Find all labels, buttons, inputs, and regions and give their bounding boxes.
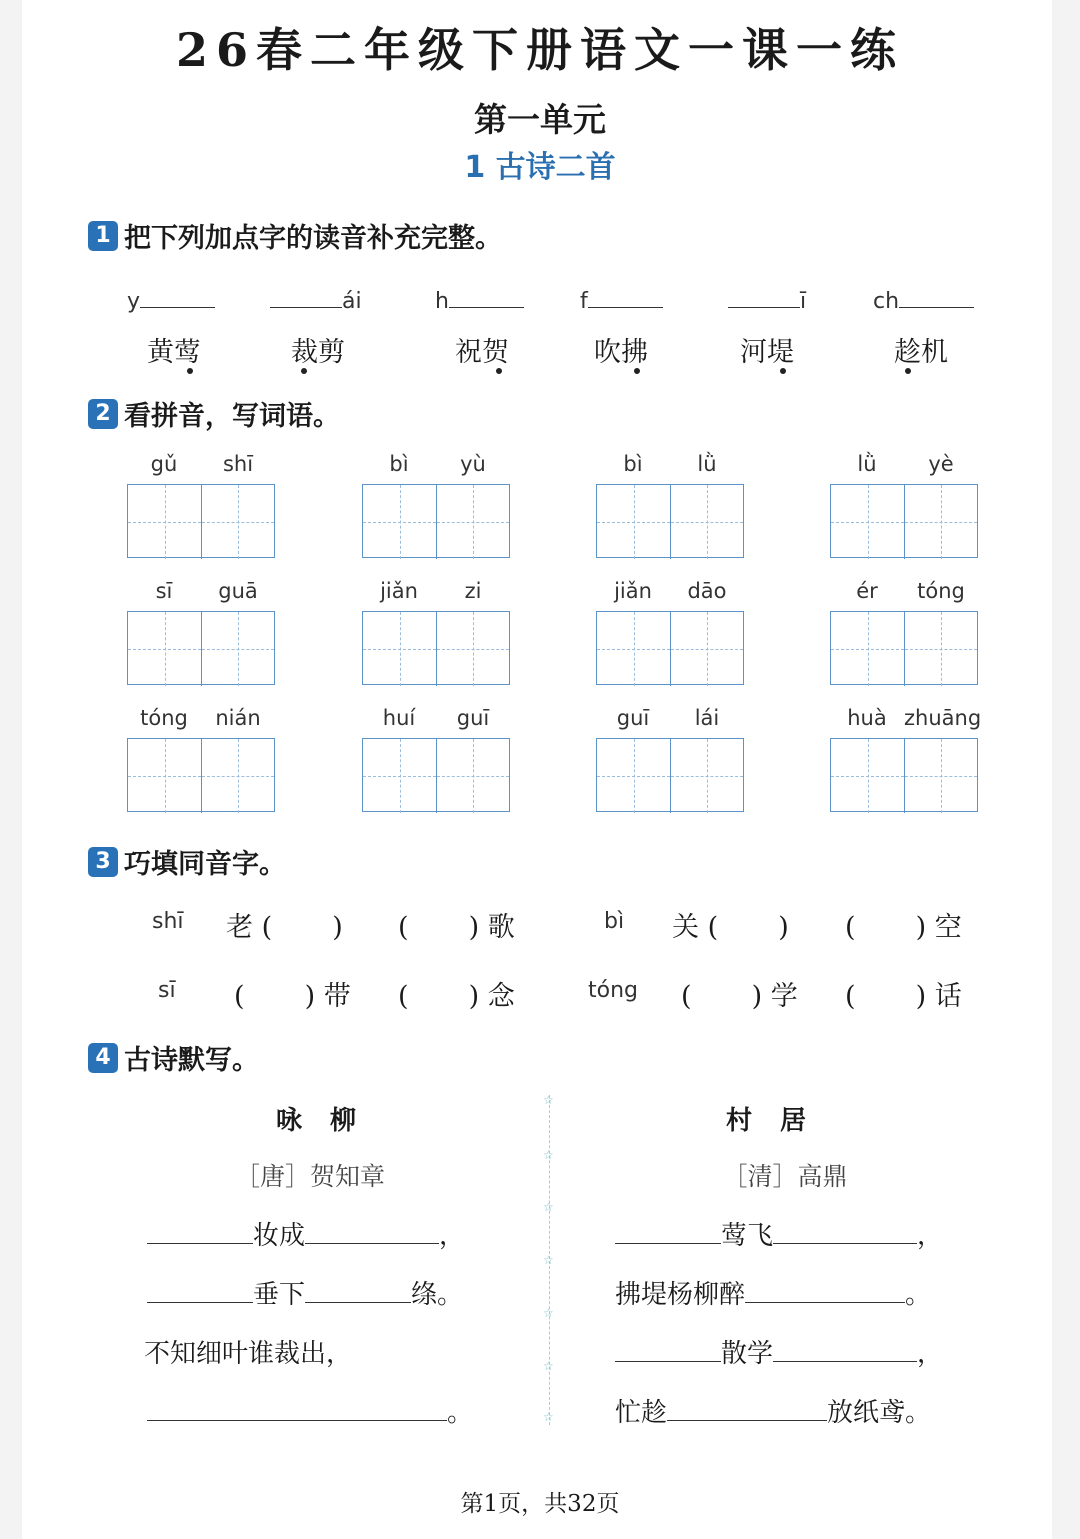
grid-cell[interactable] — [436, 739, 509, 813]
question-4-number: 4 — [88, 1043, 118, 1073]
q1-word-5: 河堤 — [740, 337, 794, 368]
q2-pinyin: shī — [222, 452, 254, 476]
poem-2-line-1[interactable]: 莺飞 ， — [615, 1215, 943, 1252]
q2-pinyin: zi — [464, 579, 482, 603]
q3-blank-8[interactable]: ( ) 话 — [845, 981, 962, 1012]
grid-cell[interactable] — [831, 612, 904, 686]
grid-cell[interactable] — [831, 485, 904, 559]
tianzige-writing-grid[interactable] — [127, 611, 275, 685]
q3-pinyin: sī — [158, 978, 176, 1003]
q1-pinyin-3: h — [435, 285, 524, 314]
q1-pinyin-6: ch — [873, 285, 974, 314]
poem-1-line-2[interactable]: 垂下 绦。 — [147, 1274, 463, 1311]
q2-pinyin: lǜ — [697, 452, 717, 476]
q2-pinyin: guā — [218, 579, 258, 603]
star-icon: ☆ — [543, 1148, 554, 1162]
q1-word-6: 趁机 — [894, 337, 948, 368]
question-4-text: 古诗默写。 — [124, 1045, 259, 1076]
emphasis-dot — [905, 368, 911, 374]
q2-pinyin: lǜ — [857, 452, 877, 476]
grid-cell[interactable] — [128, 739, 201, 813]
question-3-number: 3 — [88, 847, 118, 877]
q1-pinyin-4: f — [580, 285, 663, 314]
q1-pinyin-2: ái — [270, 285, 362, 314]
grid-cell[interactable] — [597, 739, 670, 813]
star-icon: ☆ — [543, 1093, 554, 1107]
emphasis-dot — [301, 368, 307, 374]
question-3-text: 巧填同音字。 — [124, 849, 286, 880]
answer-blank[interactable] — [728, 285, 800, 308]
q3-blank-1[interactable]: 老 ( ) — [226, 912, 343, 943]
star-icon: ☆ — [543, 1410, 554, 1424]
q2-pinyin: sī — [155, 579, 173, 603]
grid-cell[interactable] — [670, 485, 743, 559]
grid-cell[interactable] — [597, 485, 670, 559]
q2-pinyin: gǔ — [150, 452, 178, 476]
tianzige-writing-grid[interactable] — [127, 738, 275, 812]
grid-cell[interactable] — [128, 612, 201, 686]
q2-pinyin: guī — [456, 706, 490, 730]
grid-cell[interactable] — [831, 739, 904, 813]
question-4-heading — [88, 1038, 259, 1077]
q3-blank-4[interactable]: ( ) 空 — [845, 912, 962, 943]
poem-2-author: ［清］高鼎 — [722, 1162, 848, 1191]
tianzige-writing-grid[interactable] — [830, 611, 978, 685]
emphasis-dot — [780, 368, 786, 374]
grid-cell[interactable] — [436, 612, 509, 686]
worksheet-title: 26春二年级下册语文一课一练 — [175, 23, 904, 77]
poem-1-line-1[interactable]: 妆成 ， — [147, 1215, 465, 1252]
q1-word-3: 祝贺 — [455, 337, 509, 368]
q2-pinyin: dāo — [687, 579, 727, 603]
answer-blank[interactable] — [588, 285, 663, 308]
grid-cell[interactable] — [201, 485, 274, 559]
tianzige-writing-grid[interactable] — [596, 611, 744, 685]
star-icon: ☆ — [543, 1200, 554, 1214]
q2-pinyin: jiǎn — [380, 579, 418, 603]
grid-cell[interactable] — [670, 739, 743, 813]
answer-blank[interactable] — [449, 285, 524, 308]
q1-word-1: 黄莺 — [147, 337, 201, 368]
answer-blank[interactable] — [270, 285, 342, 308]
poem-1-line-4[interactable]: 。 — [147, 1392, 473, 1429]
q2-pinyin: yè — [928, 452, 954, 476]
q1-word-4: 吹拂 — [594, 337, 648, 368]
q2-pinyin: yù — [460, 452, 486, 476]
grid-cell[interactable] — [597, 612, 670, 686]
q2-pinyin: nián — [215, 706, 261, 730]
question-1-text: 把下列加点字的读音补充完整。 — [124, 223, 502, 254]
q3-blank-2[interactable]: ( ) 歌 — [398, 912, 515, 943]
question-2-heading — [88, 394, 340, 433]
q3-pinyin: bì — [604, 909, 625, 934]
answer-blank[interactable] — [899, 285, 974, 308]
question-2-text: 看拼音，写词语。 — [124, 401, 340, 432]
q1-pinyin-1: y — [127, 285, 215, 314]
q1-pinyin-5: ī — [728, 285, 806, 314]
question-1-heading — [88, 216, 502, 255]
q2-pinyin: guī — [616, 706, 650, 730]
grid-cell[interactable] — [363, 612, 436, 686]
emphasis-dot — [187, 368, 193, 374]
poem-1-title: 咏柳 — [275, 1106, 384, 1136]
tianzige-writing-grid[interactable] — [362, 484, 510, 558]
grid-cell[interactable] — [128, 485, 201, 559]
grid-cell[interactable] — [904, 485, 977, 559]
poem-1-author: ［唐］贺知章 — [234, 1162, 385, 1191]
q2-pinyin: zhuāng — [904, 706, 982, 730]
q2-pinyin: huà — [847, 706, 887, 730]
poem-2-title: 村居 — [725, 1106, 834, 1136]
page-footer: 第1页，共32页 — [460, 1491, 620, 1517]
q2-pinyin: jiǎn — [614, 579, 652, 603]
question-3-heading — [88, 842, 286, 881]
star-icon: ☆ — [543, 1359, 554, 1373]
q3-blank-5[interactable]: ( ) 带 — [234, 981, 351, 1012]
tianzige-writing-grid[interactable] — [127, 484, 275, 558]
grid-cell[interactable] — [904, 739, 977, 813]
poem-2-line-4[interactable]: 忙趁 放纸鸢。 — [615, 1398, 932, 1428]
poem-2-line-2[interactable]: 拂堤杨柳醉 。 — [615, 1280, 932, 1310]
q2-pinyin: bì — [389, 452, 409, 476]
tianzige-writing-grid[interactable] — [362, 738, 510, 812]
grid-cell[interactable] — [363, 739, 436, 813]
q3-pinyin: tóng — [588, 978, 638, 1003]
emphasis-dot — [496, 368, 502, 374]
q2-pinyin: lái — [694, 706, 720, 730]
grid-cell[interactable] — [904, 612, 977, 686]
answer-blank[interactable] — [140, 285, 215, 308]
q2-pinyin: tóng — [917, 579, 965, 603]
grid-cell[interactable] — [363, 485, 436, 559]
lesson-title: 1 古诗二首 — [464, 150, 616, 185]
q2-pinyin: huí — [382, 706, 416, 730]
q3-pinyin: shī — [152, 909, 184, 934]
q3-blank-7[interactable]: ( ) 学 — [681, 981, 798, 1012]
unit-title: 第一单元 — [474, 100, 606, 139]
grid-cell[interactable] — [201, 739, 274, 813]
tianzige-writing-grid[interactable] — [596, 738, 744, 812]
poem-2-line-3[interactable]: 散学 ， — [615, 1333, 943, 1370]
tianzige-writing-grid[interactable] — [830, 484, 978, 558]
q1-word-2: 裁剪 — [291, 337, 345, 368]
q2-pinyin: bì — [623, 452, 643, 476]
q2-pinyin: tóng — [140, 706, 188, 730]
star-icon: ☆ — [543, 1306, 554, 1320]
q3-blank-3[interactable]: 关 ( ) — [672, 912, 789, 943]
tianzige-writing-grid[interactable] — [362, 611, 510, 685]
question-2-number: 2 — [88, 399, 118, 429]
grid-cell[interactable] — [436, 485, 509, 559]
tianzige-writing-grid[interactable] — [830, 738, 978, 812]
grid-cell[interactable] — [201, 612, 274, 686]
emphasis-dot — [634, 368, 640, 374]
q3-blank-6[interactable]: ( ) 念 — [398, 981, 515, 1012]
poem-1-line-3: 不知细叶谁裁出， — [144, 1339, 353, 1369]
q2-pinyin: ér — [856, 579, 878, 603]
grid-cell[interactable] — [670, 612, 743, 686]
question-1-number: 1 — [88, 221, 118, 251]
star-icon: ☆ — [543, 1253, 554, 1267]
tianzige-writing-grid[interactable] — [596, 484, 744, 558]
